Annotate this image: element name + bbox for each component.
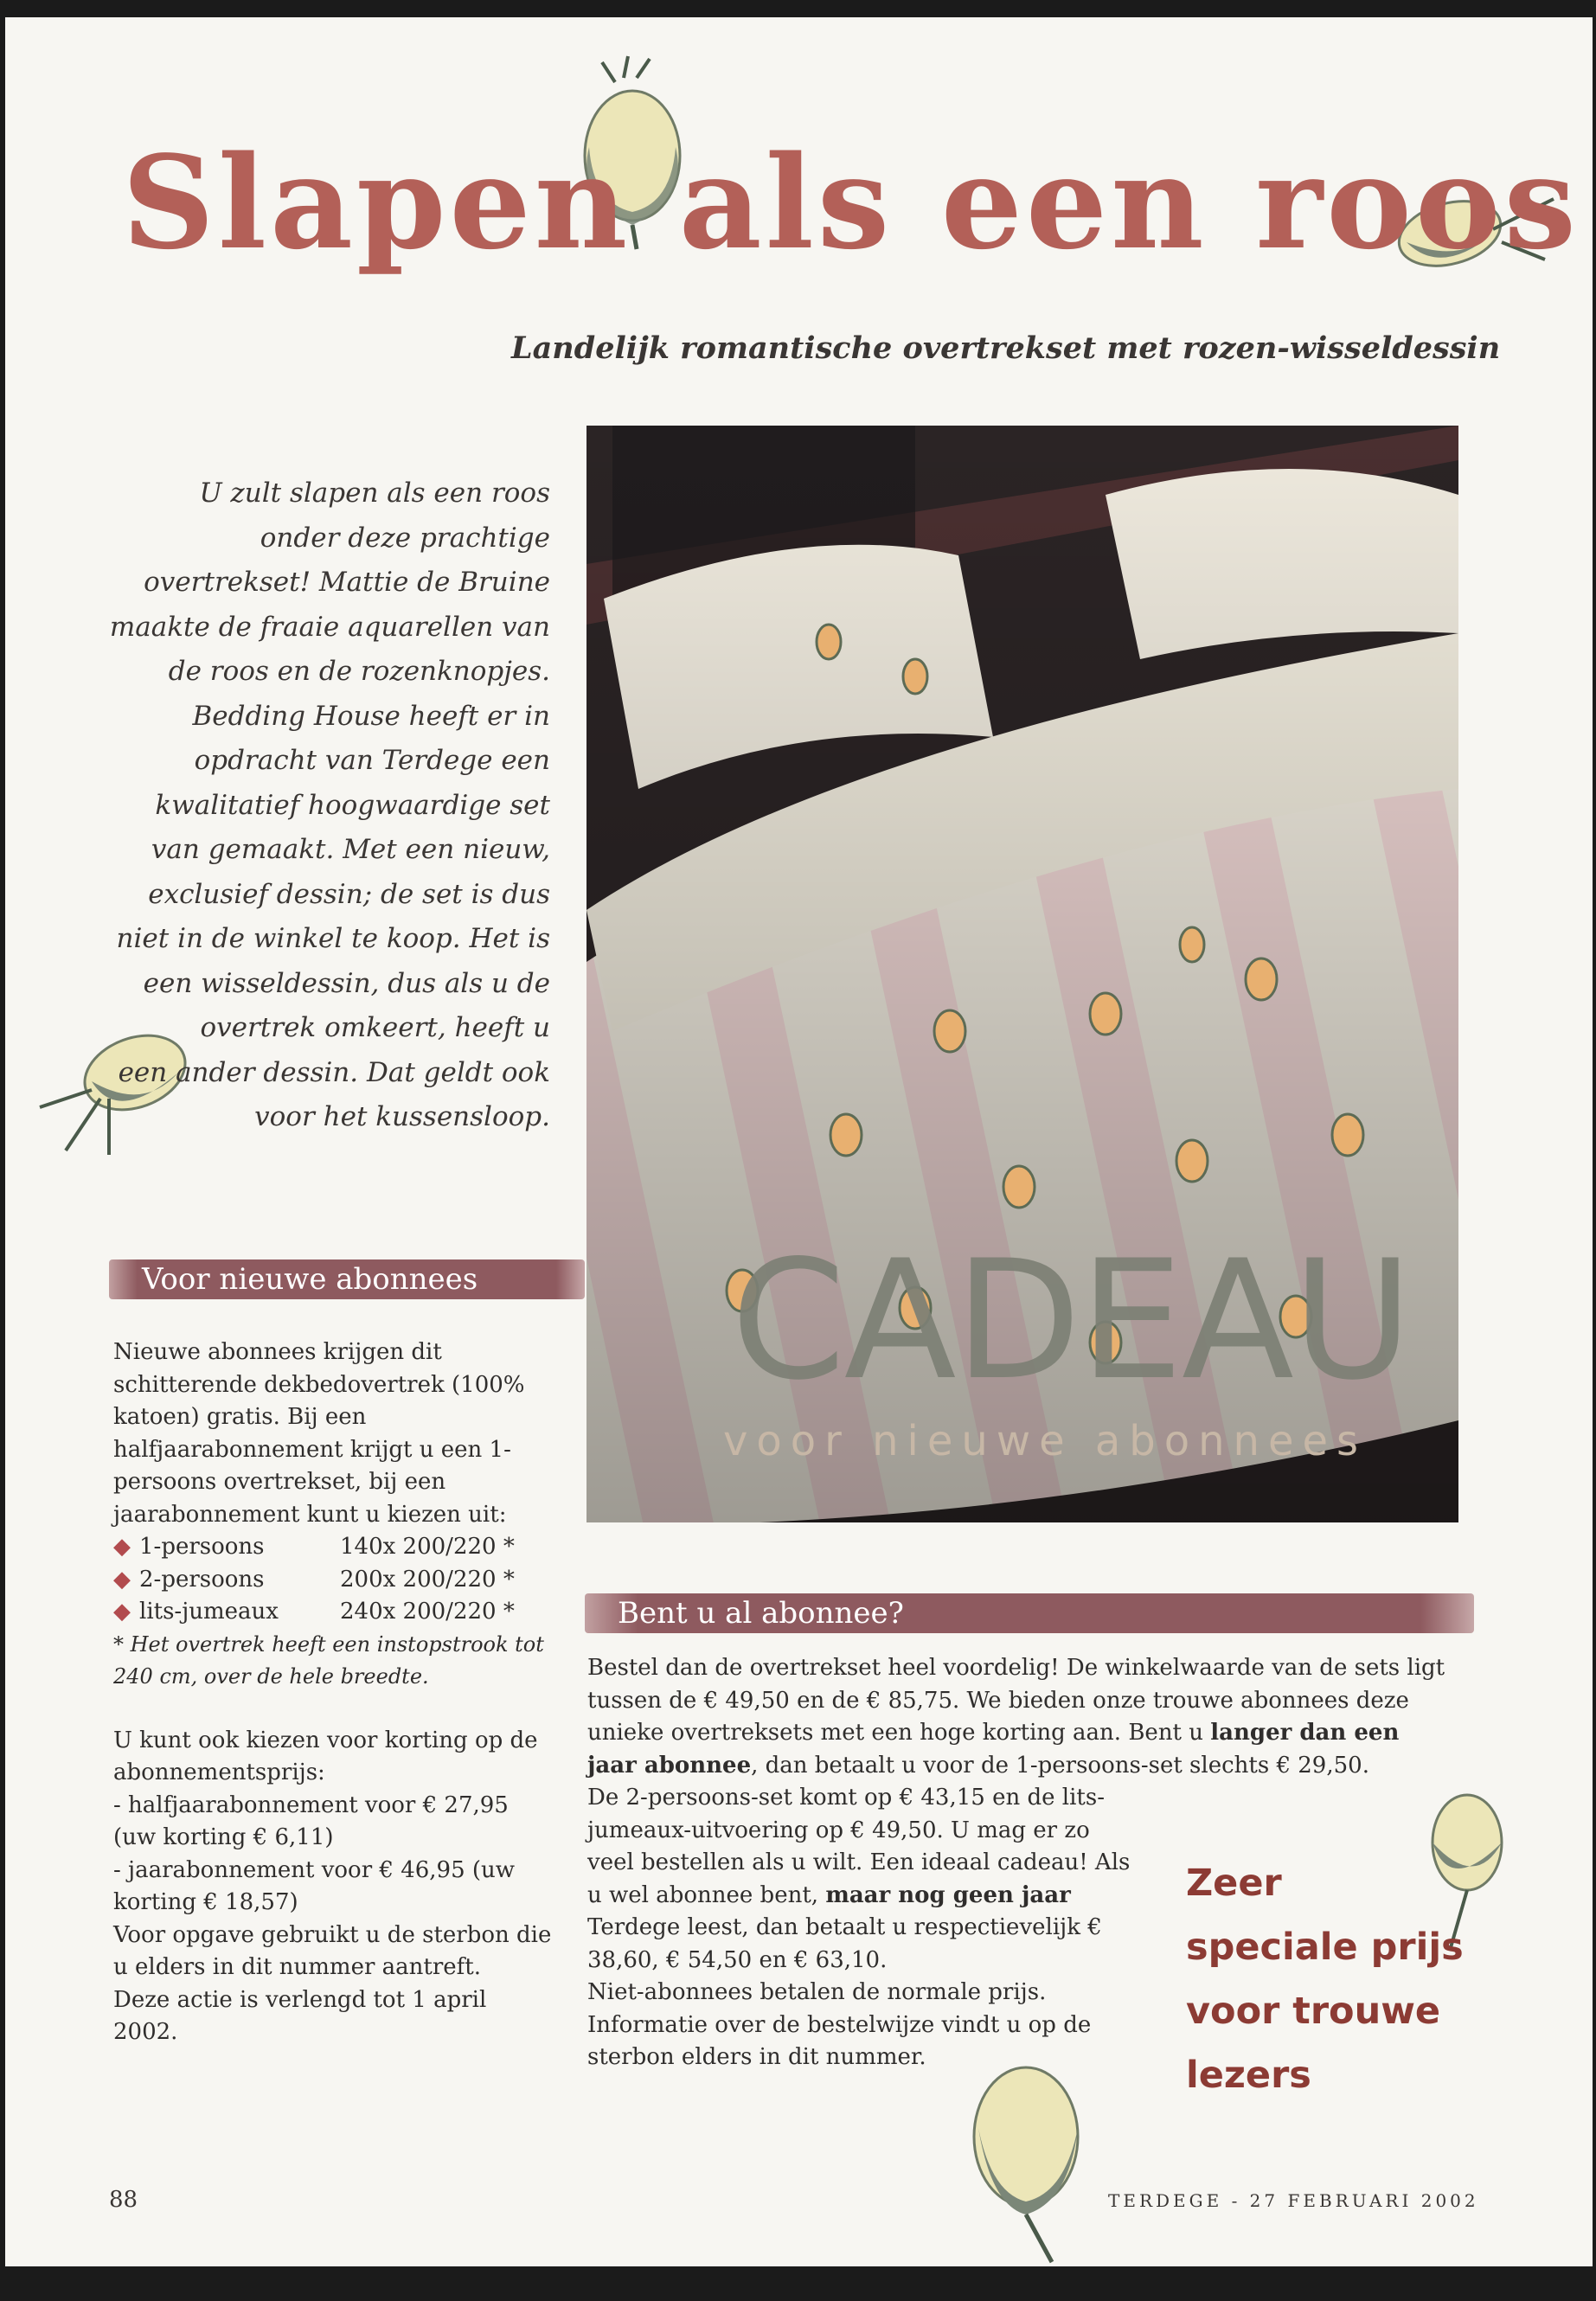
promo-callout <box>1186 1851 1471 2107</box>
p1-text: Bestel dan de overtrekset heel voordelig! De winkelwaarde van de sets ligt tussen de € 49,50 en de € 85,75. We bieden onze trouwe abonnees deze unieke overtreksets met een hoge korting aan. Bent u <box>587 1655 1445 1746</box>
intro-line: maakte de fraaie aquarellen van <box>109 611 550 643</box>
p2-emphasis: maar nog geen jaar <box>825 1881 1071 1908</box>
magazine-page <box>5 17 1593 2266</box>
cadeau-overlay-subtitle: voor nieuwe abonnees <box>722 1417 1368 1465</box>
discount-intro: U kunt ook kiezen voor korting op de abonnementsprijs: <box>113 1727 538 1785</box>
intro-line: niet in de winkel te koop. Het is <box>116 923 550 954</box>
option-size: 200x 200/220 * <box>340 1566 515 1593</box>
size-options-list <box>113 1531 554 1629</box>
p2-text-end: Terdege leest, dan betaalt u respectievelijk € 38,60, € 54,50 en € 63,10. <box>587 1914 1102 1973</box>
new-subscribers-body: Nieuwe abonnees krijgen dit schitterende dekbedovertrek (100% katoen) gratis. Bij een halfjaarabonnement krijgt u een 1-persoons overtrekset, bij een jaarabonnement kunt u kiezen uit: <box>113 1339 525 1528</box>
intro-line: kwalitatief hoogwaardige set <box>155 789 550 821</box>
diamond-bullet-icon: ◆ <box>113 1566 131 1593</box>
intro-line: overtrek omkeert, heeft u <box>200 1012 550 1043</box>
promo-line: voor trouwe <box>1186 1990 1441 2033</box>
rosebud-illustration-bottom <box>939 2041 1112 2266</box>
existing-subscribers-paragraph-2 <box>587 1782 1132 2074</box>
new-subscribers-section <box>113 1336 554 2049</box>
discount-full-year: - jaarabonnement voor € 46,95 (uw korting € 18,57) <box>113 1856 516 1915</box>
diamond-bullet-icon: ◆ <box>113 1599 131 1625</box>
bedding-photo <box>586 426 1458 1522</box>
intro-line: opdracht van Terdege een <box>194 745 550 776</box>
intro-line: een wisseldessin, dus als u de <box>143 967 550 999</box>
existing-subscribers-heading: Bent u al abonnee? <box>585 1593 1474 1633</box>
intro-line: Bedding House heeft er in <box>192 700 550 732</box>
page-title: Slapen als een roos <box>122 127 1580 278</box>
intro-line: van gemaakt. Met een nieuw, <box>151 834 550 865</box>
page-number: 88 <box>109 2187 138 2213</box>
intro-line: overtrekset! Mattie de Bruine <box>144 567 550 598</box>
intro-text <box>92 471 550 1140</box>
option-name: lits-jumeaux <box>139 1599 279 1625</box>
list-item <box>113 1531 554 1564</box>
p2-text: De 2-persoons-set komt op € 43,15 en de lits-jumeaux-uitvoering op € 49,50. U mag er zo veel bestellen als u wilt. Een ideaal cadeau! Als u wel abonnee bent, <box>587 1785 1131 1908</box>
intro-line: onder deze prachtige <box>260 522 550 554</box>
promo-line: lezers <box>1186 2054 1311 2097</box>
option-name: 1-persoons <box>139 1534 265 1560</box>
intro-line: exclusief dessin; de set is dus <box>148 878 550 910</box>
intro-line: U zult slapen als een roos <box>199 478 550 509</box>
existing-subscribers-paragraph-1 <box>587 1652 1452 1782</box>
intro-line: voor het kussensloop. <box>254 1101 550 1132</box>
order-info-text: Informatie over de bestelwijze vindt u op de sterbon elders in dit nummer. <box>587 2011 1092 2070</box>
discount-half-year: - halfjaarabonnement voor € 27,95 (uw korting € 6,11) <box>113 1791 509 1850</box>
cadeau-overlay-title: CADEAU <box>730 1225 1412 1416</box>
option-name: 2-persoons <box>139 1566 265 1593</box>
p1-emphasis: langer dan een jaar abonnee <box>587 1720 1400 1779</box>
publication-footer: TERDEGE - 27 FEBRUARI 2002 <box>1108 2190 1479 2211</box>
promo-line: Zeer <box>1186 1862 1282 1905</box>
new-subscribers-heading: Voor nieuwe abonnees <box>109 1259 585 1299</box>
diamond-bullet-icon: ◆ <box>113 1534 131 1560</box>
coupon-text: Voor opgave gebruikt u de sterbon die u elders in dit nummer aantreft. <box>113 1921 552 1980</box>
intro-line: een ander dessin. Dat geldt ook <box>118 1056 550 1088</box>
promo-line: speciale prijs <box>1186 1926 1464 1969</box>
list-item <box>113 1564 554 1597</box>
p1-text-end: , dan betaalt u voor de 1-persoons-set slechts € 29,50. <box>751 1752 1369 1779</box>
page-subtitle: Landelijk romantische overtrekset met rozen-wisseldessin <box>511 330 1501 366</box>
option-size: 140x 200/220 * <box>340 1534 515 1560</box>
option-size: 240x 200/220 * <box>340 1599 515 1625</box>
list-item <box>113 1596 554 1629</box>
intro-line: de roos en de rozenknopjes. <box>168 656 550 687</box>
non-subscriber-text: Niet-abonnees betalen de normale prijs. <box>587 1979 1047 2005</box>
size-note: * Het overtrek heeft een instopstrook tot 240 cm, over de hele breedte. <box>113 1631 544 1689</box>
deadline-text: Deze actie is verlengd tot 1 april 2002. <box>113 1986 487 2045</box>
